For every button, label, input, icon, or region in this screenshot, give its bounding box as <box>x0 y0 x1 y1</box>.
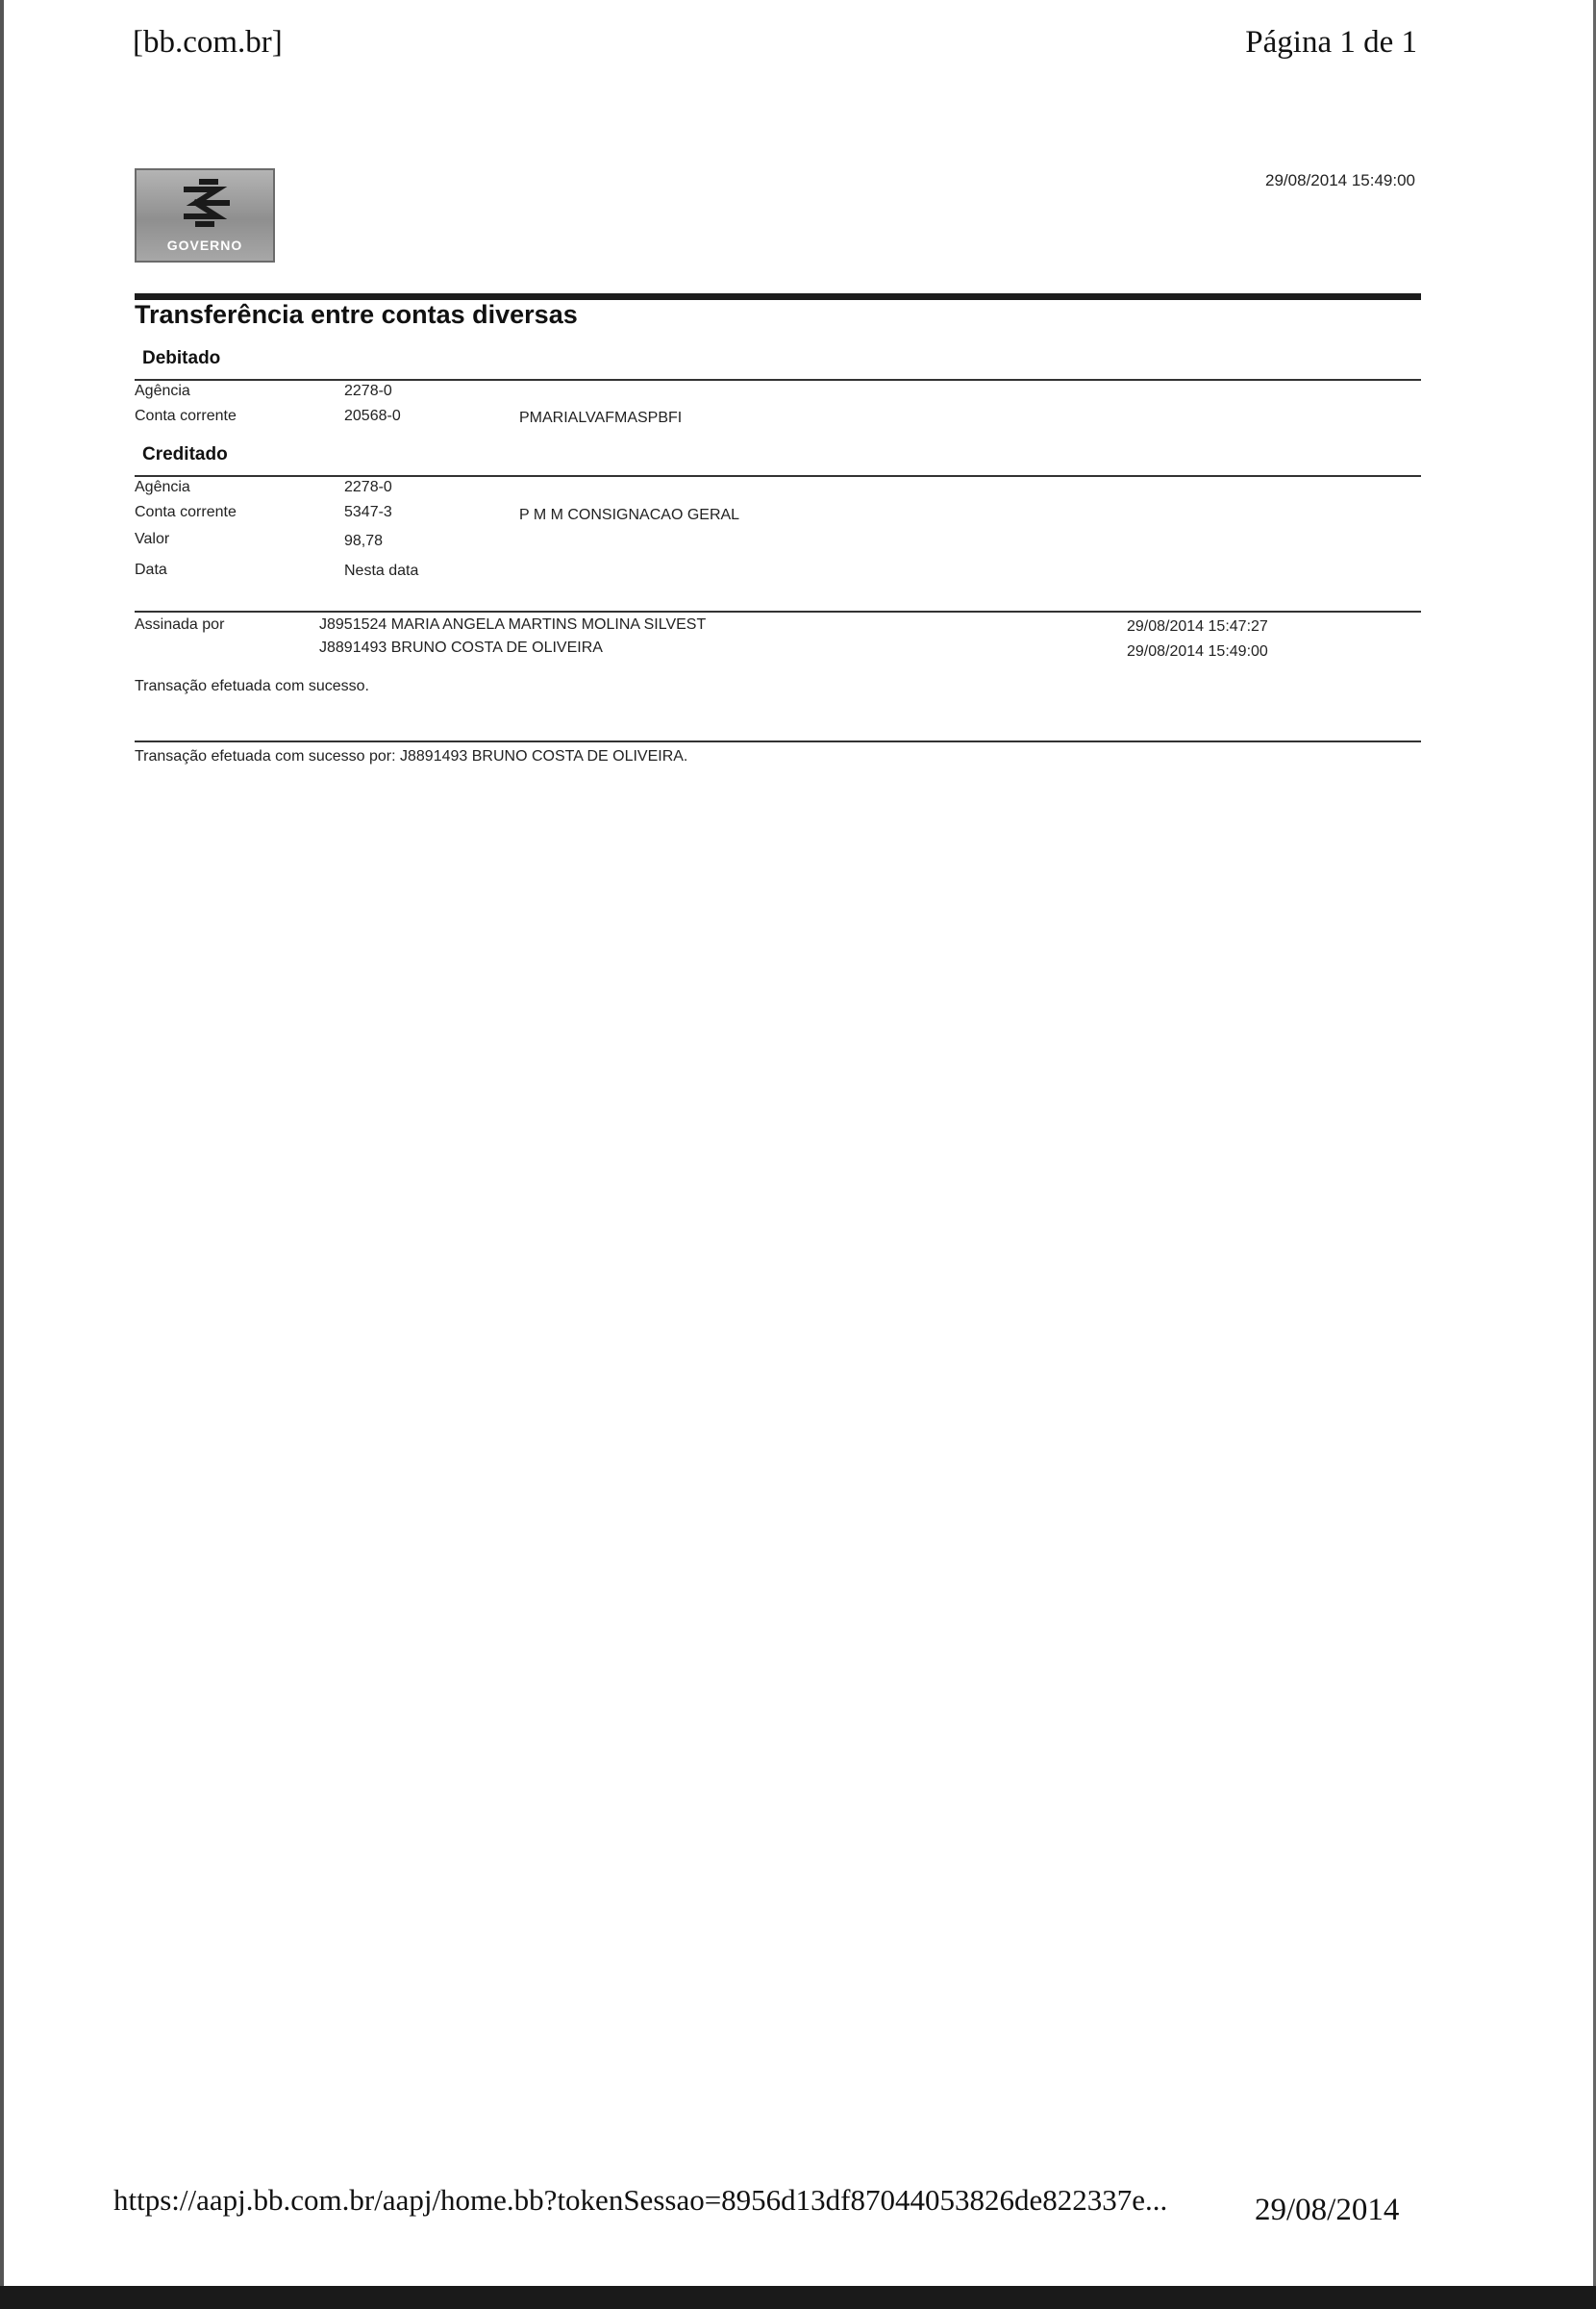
signer-date: 29/08/2014 15:47:27 <box>1127 618 1268 635</box>
divider-final <box>135 740 1421 742</box>
section-creditado: Creditado <box>142 444 228 464</box>
assinada-por-label: Assinada por <box>135 616 225 633</box>
debitado-agencia-value: 2278-0 <box>344 383 392 399</box>
header-site: [bb.com.br] <box>133 25 283 60</box>
print-timestamp: 29/08/2014 15:49:00 <box>1265 171 1415 189</box>
status-message: Transação efetuada com sucesso. <box>135 678 369 694</box>
scan-edge-left <box>0 0 4 2309</box>
creditado-agencia-value: 2278-0 <box>344 479 392 495</box>
bank-logo-icon <box>173 176 240 230</box>
signer-name: J8951524 MARIA ANGELA MARTINS MOLINA SILVEST <box>319 616 707 633</box>
data-value: Nesta data <box>344 563 419 579</box>
divider-assinaturas <box>135 611 1421 613</box>
final-message: Transação efetuada com sucesso por: J8891493 BRUNO COSTA DE OLIVEIRA. <box>135 748 688 765</box>
creditado-conta-value: 5347-3 <box>344 504 392 520</box>
signer-date: 29/08/2014 15:49:00 <box>1127 643 1268 660</box>
debitado-conta-label: Conta corrente <box>135 408 237 424</box>
valor-value: 98,78 <box>344 533 384 549</box>
debitado-agencia-label: Agência <box>135 383 190 399</box>
valor-label: Valor <box>135 531 170 547</box>
creditado-titular: P M M CONSIGNACAO GERAL <box>519 507 740 523</box>
section-debitado: Debitado <box>142 348 221 368</box>
logo-text: GOVERNO <box>166 238 243 253</box>
divider-debitado <box>135 379 1421 381</box>
creditado-agencia-label: Agência <box>135 479 190 495</box>
signer-name: J8891493 BRUNO COSTA DE OLIVEIRA <box>319 640 603 656</box>
divider-creditado <box>135 475 1421 477</box>
creditado-conta-label: Conta corrente <box>135 504 237 520</box>
debitado-conta-value: 20568-0 <box>344 408 401 424</box>
bank-logo <box>135 168 275 263</box>
data-label: Data <box>135 562 167 578</box>
header-page-number: Página 1 de 1 <box>1245 25 1417 60</box>
scan-edge-bottom <box>0 2286 1596 2309</box>
footer-date: 29/08/2014 <box>1255 2193 1400 2227</box>
footer-url: https://aapj.bb.com.br/aapj/home.bb?tokenSessao=8956d13df87044053826de822337e... <box>113 2183 1168 2217</box>
page-title: Transferência entre contas diversas <box>135 300 578 329</box>
debitado-titular: PMARIALVAFMASPBFI <box>519 410 683 426</box>
header-rule <box>135 293 1421 300</box>
